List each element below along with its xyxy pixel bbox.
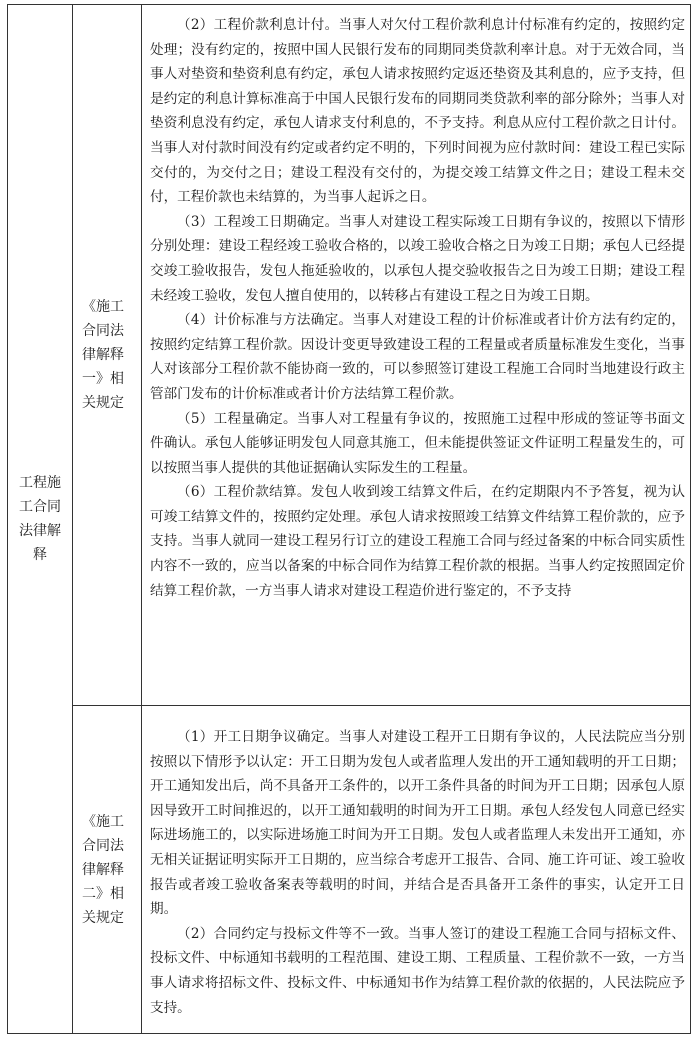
section-1-label: 《施工合同法律解释一》相关规定 bbox=[82, 299, 124, 411]
paragraph: （2）工程价款利息计付。当事人对欠付工程价款利息计付标准有约定的，按照约定处理；没有约定的，按照中国人民银行发布的同期同类贷款利率计息。对于无效合同，当事人对垫资和垫资利息有约定，承包人请求按照约定返还垫资及其利息的，应予支持，但是约定的利息计算标准高于中国人民银行发布的同期同类贷款利率的部分除外；当事人对垫资利息没有约定，承包人请求支付利息的，不予支持。利息从应付工程价款之日计付。当事人对付款时间没有约定或者约定不明的，下列时间视为应付款时间：建设工程已实际交付的，为交付之日；建设工程没有交付的，为提交竣工结算文件之日；建设工程未交付，工程价款也未结算的，为当事人起诉之日。 bbox=[150, 17, 685, 206]
paragraph: （1）开工日期争议确定。当事人对建设工程开工日期有争议的，人民法院应当分别按照以下情形予以认定：开工日期为发包人或者监理人发出的开工通知载明的开工日期；开工通知发出后，尚不具备开工条件的，以开工条件具备的时间为开工日期；因承包人原因导致开工时间推迟的，以开工通知载明的时间为开工日期。承包人经发包人同意已经实际进场施工的，以实际进场施工时间为开工日期。发包人或者监理人未发出开工通知，亦无相关证据证明实际开工日期的，应当综合考虑开工报告、合同、施工许可证、竣工验收报告或者竣工验收备案表等载明的时间，并结合是否具备开工条件的事实，认定开工日期。 bbox=[150, 729, 685, 918]
regulation-table bbox=[7, 4, 691, 1034]
section-2-content bbox=[150, 725, 685, 1020]
section-2-label: 《施工合同法律解释二》相关规定 bbox=[82, 813, 124, 926]
paragraph: （3）工程竣工日期确定。当事人对建设工程实际竣工日期有争议的，按照以下情形分别处理：建设工程经竣工验收合格的，以竣工验收合格之日为竣工日期；承包人已经提交竣工验收报告，发包人拖延验收的，以承包人提交验收报告之日为竣工日期；建设工程未经竣工验收，发包人擅自使用的，以转移占有建设工程之日为竣工日期。 bbox=[150, 213, 685, 304]
section-1-content bbox=[150, 13, 685, 603]
section-2-label-cell bbox=[73, 706, 141, 1033]
paragraph: （2）合同约定与投标文件等不一致。当事人签订的建设工程施工合同与招标文件、投标文件、中标通知书载明的工程范围、建设工期、工程质量、工程价款不一致，一方当事人请求将招标文件、投标文件、中标通知书作为结算工程价款的依据的，人民法院应予支持。 bbox=[150, 925, 685, 1016]
category-label: 工程施工合同法律解释 bbox=[19, 475, 61, 563]
paragraph: （5）工程量确定。当事人对工程量有争议的，按照施工过程中形成的签证等书面文件确认。承包人能够证明发包人同意其施工，但未能提供签证文件证明工程量发生的，可以按照当事人提供的其他证据确认实际发生的工程量。 bbox=[150, 410, 685, 476]
paragraph: （6）工程价款结算。发包人收到竣工结算文件后，在约定期限内不予答复，视为认可竣工结算文件的，按照约定处理。承包人请求按照竣工结算文件结算工程价款的，应予支持。当事人就同一建设工程另行订立的建设工程施工合同与经过备案的中标合同实质性内容不一致的，应当以备案的中标合同作为结算工程价款的根据。当事人约定按照固定价结算工程价款，一方当事人请求对建设工程造价进行鉴定的，不予支持 bbox=[150, 484, 685, 599]
row-divider bbox=[73, 705, 690, 706]
category-cell bbox=[8, 5, 72, 1033]
section-1-label-cell bbox=[73, 5, 141, 705]
column-divider-2 bbox=[141, 5, 142, 1033]
paragraph: （4）计价标准与方法确定。当事人对建设工程的计价标准或者计价方法有约定的，按照约定结算工程价款。因设计变更导致建设工程的工程量或者质量标准发生变化，当事人对该部分工程价款不能协商一致的，可以参照签订建设工程施工合同时当地建设行政主管部门发布的计价标准或者计价方法结算工程价款。 bbox=[150, 312, 685, 402]
